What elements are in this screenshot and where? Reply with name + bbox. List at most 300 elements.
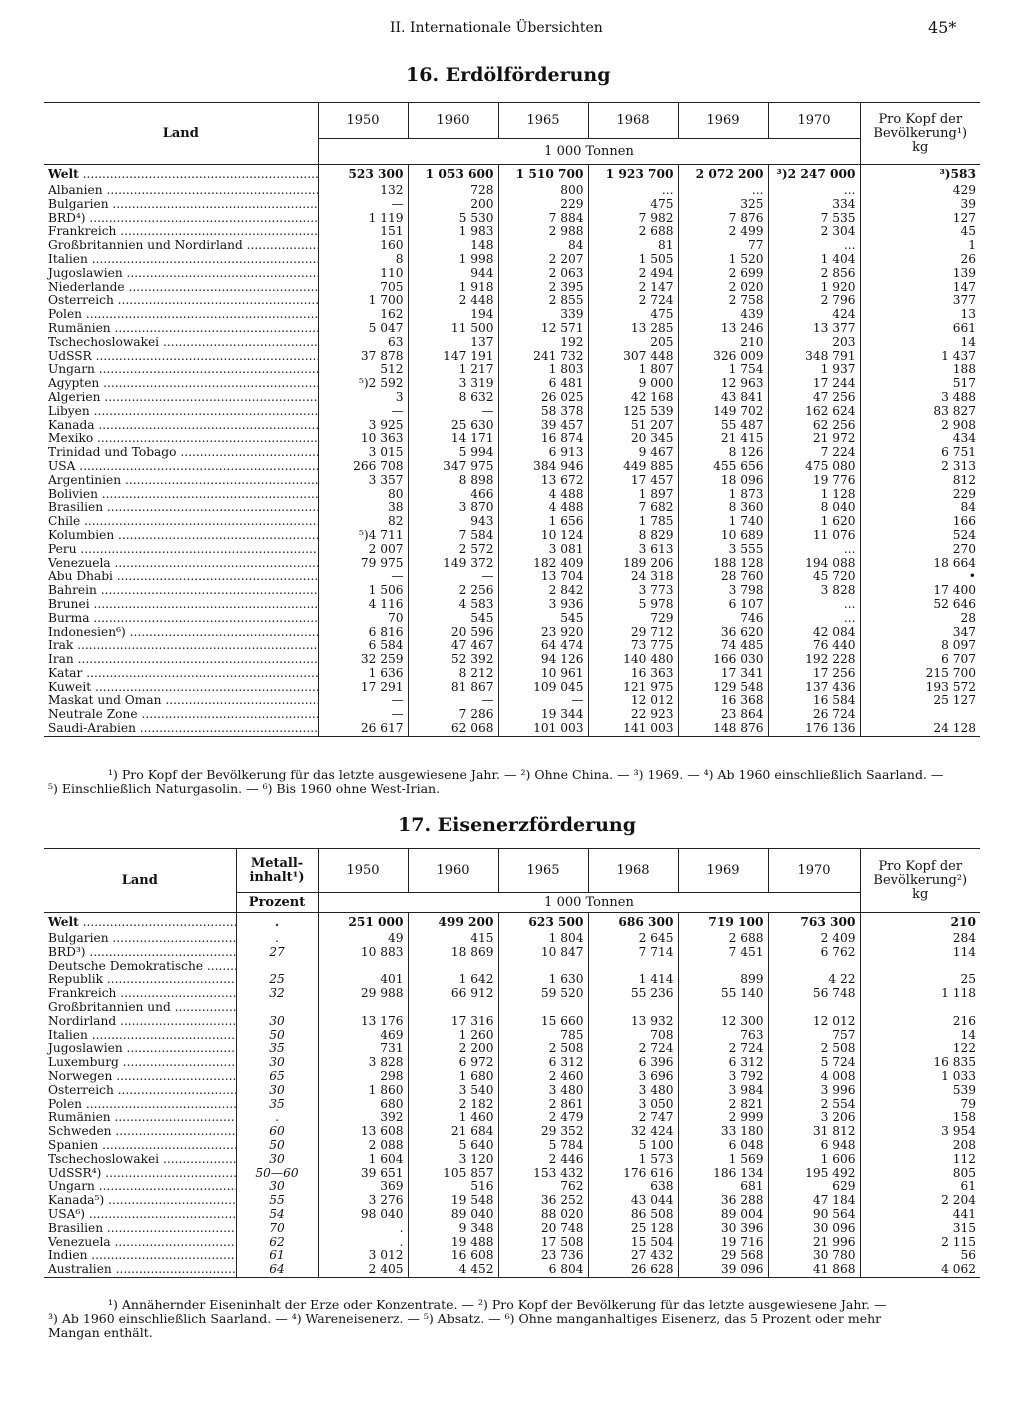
value-cell: 1 636 <box>318 667 408 681</box>
value-cell: 6 913 <box>498 446 588 460</box>
value-cell: 2 499 <box>678 225 768 239</box>
value-cell: 763 300 <box>768 913 860 933</box>
value-cell: 16 368 <box>678 694 768 708</box>
country-name: Luxemburg ..... <box>44 1056 236 1070</box>
country-name: Bulgarien ..... <box>44 198 318 212</box>
value-cell: 15 660 <box>498 1015 588 1029</box>
per-capita-cell: 3 954 <box>860 1125 980 1139</box>
value-cell: 17 508 <box>498 1236 588 1250</box>
value-cell: ... <box>768 239 860 253</box>
value-cell: 3 081 <box>498 543 588 557</box>
value-cell: 1 404 <box>768 253 860 267</box>
value-cell: 475 <box>588 308 678 322</box>
value-cell: 41 868 <box>768 1263 860 1277</box>
value-cell: 200 <box>408 198 498 212</box>
value-cell: — <box>318 694 408 708</box>
value-cell: 944 <box>408 267 498 281</box>
value-cell: 2 856 <box>768 267 860 281</box>
value-cell: 18 869 <box>408 946 498 960</box>
value-cell: 25 630 <box>408 419 498 433</box>
metal-content-cell: 54 <box>236 1208 318 1222</box>
value-cell: 369 <box>318 1180 408 1194</box>
table-row <box>44 913 980 933</box>
table-row <box>44 681 980 695</box>
value-cell: 30 096 <box>768 1222 860 1236</box>
value-cell: 25 128 <box>588 1222 678 1236</box>
value-cell: 186 134 <box>678 1167 768 1181</box>
year-header: 1950 <box>318 103 408 139</box>
per-capita-cell <box>860 1001 980 1015</box>
value-cell: 149 372 <box>408 557 498 571</box>
value-cell: 7 286 <box>408 708 498 722</box>
table-row <box>44 708 980 722</box>
country-name: Niederlande ..... <box>44 281 318 295</box>
value-cell: 1 920 <box>768 281 860 295</box>
value-cell: 1 983 <box>408 225 498 239</box>
table-row <box>44 1249 980 1263</box>
per-capita-cell: 429 <box>860 184 980 198</box>
metal-content-cell: . <box>236 932 318 946</box>
country-name: Frankreich ..... <box>44 987 236 1001</box>
value-cell: 3 996 <box>768 1084 860 1098</box>
per-capita-cell: 84 <box>860 501 980 515</box>
value-cell: 36 252 <box>498 1194 588 1208</box>
value-cell: 203 <box>768 336 860 350</box>
value-cell: 401 <box>318 973 408 987</box>
value-cell: 32 424 <box>588 1125 678 1139</box>
per-capita-header: Pro Kopf der Bevölkerung¹) kg <box>860 103 980 165</box>
table-row <box>44 1056 980 1070</box>
value-cell <box>498 1001 588 1015</box>
per-capita-cell: 147 <box>860 281 980 295</box>
value-cell: — <box>318 198 408 212</box>
table-row <box>44 391 980 405</box>
value-cell: 11 076 <box>768 529 860 543</box>
per-capita-cell: 284 <box>860 932 980 946</box>
value-cell: 55 140 <box>678 987 768 1001</box>
value-cell: 101 003 <box>498 722 588 736</box>
country-name: Österreich ..... <box>44 294 318 308</box>
value-cell: 1 573 <box>588 1153 678 1167</box>
value-cell: 27 432 <box>588 1249 678 1263</box>
value-cell: 475 080 <box>768 460 860 474</box>
value-cell: 13 608 <box>318 1125 408 1139</box>
value-cell: 708 <box>588 1029 678 1043</box>
value-cell: 39 457 <box>498 419 588 433</box>
value-cell: 3 828 <box>768 584 860 598</box>
country-name: Republik ..... <box>44 973 236 987</box>
table-row <box>44 253 980 267</box>
value-cell: 14 171 <box>408 432 498 446</box>
table-row <box>44 225 980 239</box>
table-row <box>44 377 980 391</box>
table-row <box>44 308 980 322</box>
table-row <box>44 239 980 253</box>
value-cell: 148 876 <box>678 722 768 736</box>
value-cell: 475 <box>588 198 678 212</box>
table-row <box>44 432 980 446</box>
table-row <box>44 363 980 377</box>
value-cell: 30 780 <box>768 1249 860 1263</box>
value-cell: 1 860 <box>318 1084 408 1098</box>
value-cell: 623 500 <box>498 913 588 933</box>
country-name: Österreich ..... <box>44 1084 236 1098</box>
value-cell: 43 044 <box>588 1194 678 1208</box>
value-cell: 545 <box>408 612 498 626</box>
value-cell: 1 918 <box>408 281 498 295</box>
value-cell: 7 714 <box>588 946 678 960</box>
table-row <box>44 446 980 460</box>
per-capita-cell: 434 <box>860 432 980 446</box>
value-cell: 2 256 <box>408 584 498 598</box>
value-cell: 3 540 <box>408 1084 498 1098</box>
per-capita-cell: 52 646 <box>860 598 980 612</box>
value-cell: ... <box>588 184 678 198</box>
per-capita-cell: 2 908 <box>860 419 980 433</box>
value-cell: — <box>498 694 588 708</box>
year-header: 1965 <box>498 849 588 893</box>
value-cell: 3 925 <box>318 419 408 433</box>
value-cell: 516 <box>408 1180 498 1194</box>
col-land-header: Land <box>44 849 236 913</box>
value-cell: — <box>408 570 498 584</box>
value-cell: 943 <box>408 515 498 529</box>
value-cell: 70 <box>318 612 408 626</box>
value-cell: 36 620 <box>678 626 768 640</box>
value-cell: 4 583 <box>408 598 498 612</box>
value-cell: 2 724 <box>588 294 678 308</box>
value-cell: 545 <box>498 612 588 626</box>
value-cell: 13 246 <box>678 322 768 336</box>
value-cell: 29 568 <box>678 1249 768 1263</box>
per-capita-cell: 139 <box>860 267 980 281</box>
country-name: Kolumbien ..... <box>44 529 318 543</box>
value-cell: 757 <box>768 1029 860 1043</box>
country-name: BRD⁴) ..... <box>44 212 318 226</box>
metal-content-cell: 62 <box>236 1236 318 1250</box>
per-capita-cell: 14 <box>860 336 980 350</box>
value-cell: 129 548 <box>678 681 768 695</box>
value-cell: 7 451 <box>678 946 768 960</box>
table-row <box>44 987 980 1001</box>
value-cell: 6 972 <box>408 1056 498 1070</box>
value-cell: 2 861 <box>498 1098 588 1112</box>
value-cell: 3 936 <box>498 598 588 612</box>
per-capita-cell: 6 707 <box>860 653 980 667</box>
metal-content-cell: 30 <box>236 1153 318 1167</box>
value-cell: 42 084 <box>768 626 860 640</box>
value-cell: 19 776 <box>768 474 860 488</box>
value-cell <box>318 1001 408 1015</box>
value-cell: 9 000 <box>588 377 678 391</box>
footnote-line: ¹) Annähernder Eiseninhalt der Erze oder Konzentrate. — ²) Pro Kopf der Bevölkerung für das letzte ausgewiesene Jahr. — <box>108 1297 887 1312</box>
table16-title: 16. Erdölförderung <box>406 64 611 86</box>
value-cell: 1 998 <box>408 253 498 267</box>
value-cell: 2 147 <box>588 281 678 295</box>
per-capita-cell <box>860 708 980 722</box>
value-cell: 4 452 <box>408 1263 498 1277</box>
value-cell: 326 009 <box>678 350 768 364</box>
table-row <box>44 322 980 336</box>
value-cell: 205 <box>588 336 678 350</box>
value-cell: 7 884 <box>498 212 588 226</box>
value-cell: 13 932 <box>588 1015 678 1029</box>
value-cell: 7 682 <box>588 501 678 515</box>
per-capita-cell: ³)583 <box>860 165 980 185</box>
metal-content-cell: 64 <box>236 1263 318 1277</box>
value-cell: 686 300 <box>588 913 678 933</box>
value-cell: 1 460 <box>408 1111 498 1125</box>
value-cell: 86 508 <box>588 1208 678 1222</box>
value-cell: 2 508 <box>498 1042 588 1056</box>
table-row <box>44 598 980 612</box>
value-cell: 20 345 <box>588 432 678 446</box>
per-capita-cell: 25 127 <box>860 694 980 708</box>
value-cell: 23 920 <box>498 626 588 640</box>
value-cell: 19 488 <box>408 1236 498 1250</box>
value-cell: 8 040 <box>768 501 860 515</box>
country-name: Deutsche Demokratische ..... <box>44 960 236 974</box>
value-cell: 16 874 <box>498 432 588 446</box>
per-capita-cell: 1 <box>860 239 980 253</box>
value-cell: 36 288 <box>678 1194 768 1208</box>
value-cell: 7 535 <box>768 212 860 226</box>
value-cell: 3 798 <box>678 584 768 598</box>
value-cell: 2 446 <box>498 1153 588 1167</box>
metal-content-cell: . <box>236 913 318 933</box>
value-cell: 137 436 <box>768 681 860 695</box>
per-capita-cell: 39 <box>860 198 980 212</box>
value-cell: 1 656 <box>498 515 588 529</box>
value-cell: 2 508 <box>768 1042 860 1056</box>
value-cell: 325 <box>678 198 768 212</box>
value-cell: 49 <box>318 932 408 946</box>
country-name: Neutrale Zone ..... <box>44 708 318 722</box>
country-name: Peru ..... <box>44 543 318 557</box>
year-header: 1960 <box>408 103 498 139</box>
value-cell: ... <box>768 184 860 198</box>
per-capita-cell: 377 <box>860 294 980 308</box>
country-name: Saudi-Arabien ..... <box>44 722 318 736</box>
value-cell: 9 467 <box>588 446 678 460</box>
value-cell: 681 <box>678 1180 768 1194</box>
value-cell: — <box>318 405 408 419</box>
per-capita-cell: 16 835 <box>860 1056 980 1070</box>
value-cell: 307 448 <box>588 350 678 364</box>
value-cell: 182 409 <box>498 557 588 571</box>
per-capita-cell: 1 437 <box>860 350 980 364</box>
value-cell: 5 994 <box>408 446 498 460</box>
table-row <box>44 543 980 557</box>
value-cell: 2 645 <box>588 932 678 946</box>
value-cell: 1 937 <box>768 363 860 377</box>
country-name: Venezuela ..... <box>44 1236 236 1250</box>
per-capita-cell: 4 062 <box>860 1263 980 1277</box>
value-cell: 23 736 <box>498 1249 588 1263</box>
per-capita-cell: 24 128 <box>860 722 980 736</box>
value-cell: 21 972 <box>768 432 860 446</box>
metal-content-cell: 35 <box>236 1042 318 1056</box>
table-row <box>44 722 980 736</box>
country-name: Brasilien ..... <box>44 1222 236 1236</box>
value-cell: 2 747 <box>588 1111 678 1125</box>
table-row <box>44 184 980 198</box>
value-cell: 3 015 <box>318 446 408 460</box>
value-cell: 109 045 <box>498 681 588 695</box>
value-cell: 1 506 <box>318 584 408 598</box>
value-cell: 1 897 <box>588 488 678 502</box>
value-cell: 110 <box>318 267 408 281</box>
table17-footnotes <box>48 1298 978 1340</box>
country-name: Ungarn ..... <box>44 1180 236 1194</box>
per-capita-cell: 18 664 <box>860 557 980 571</box>
value-cell: 151 <box>318 225 408 239</box>
value-cell: 13 285 <box>588 322 678 336</box>
table-row <box>44 667 980 681</box>
table-row <box>44 281 980 295</box>
value-cell: 30 396 <box>678 1222 768 1236</box>
value-cell: 192 228 <box>768 653 860 667</box>
per-capita-cell: 166 <box>860 515 980 529</box>
value-cell: 63 <box>318 336 408 350</box>
country-name: Libyen ..... <box>44 405 318 419</box>
country-name: Mexiko ..... <box>44 432 318 446</box>
country-name: Großbritannien und Nordirland ..... <box>44 239 318 253</box>
value-cell: 79 975 <box>318 557 408 571</box>
value-cell: ³)2 247 000 <box>768 165 860 185</box>
country-name: Rumänien ..... <box>44 322 318 336</box>
value-cell: 12 012 <box>588 694 678 708</box>
table-row <box>44 405 980 419</box>
value-cell: 3 012 <box>318 1249 408 1263</box>
value-cell: 140 480 <box>588 653 678 667</box>
country-name: Bahrein ..... <box>44 584 318 598</box>
table-row <box>44 1029 980 1043</box>
table-row <box>44 165 980 185</box>
value-cell: 31 812 <box>768 1125 860 1139</box>
value-cell <box>768 1001 860 1015</box>
country-name: Welt ..... <box>44 165 318 185</box>
country-name: USA⁶) ..... <box>44 1208 236 1222</box>
table-row <box>44 653 980 667</box>
value-cell: 466 <box>408 488 498 502</box>
table-row <box>44 1084 980 1098</box>
per-capita-cell: 17 400 <box>860 584 980 598</box>
value-cell: 8 126 <box>678 446 768 460</box>
value-cell: 348 791 <box>768 350 860 364</box>
per-capita-cell: 539 <box>860 1084 980 1098</box>
metal-content-cell <box>236 960 318 974</box>
table-row <box>44 1167 980 1181</box>
per-capita-cell: 2 313 <box>860 460 980 474</box>
per-capita-cell: 26 <box>860 253 980 267</box>
value-cell: 62 256 <box>768 419 860 433</box>
value-cell: 7 876 <box>678 212 768 226</box>
value-cell: 1 754 <box>678 363 768 377</box>
value-cell: 1 785 <box>588 515 678 529</box>
country-name: Abu Dhabi ..... <box>44 570 318 584</box>
iron-ore-production-table <box>44 848 980 1278</box>
table-row <box>44 1111 980 1125</box>
value-cell: 2 554 <box>768 1098 860 1112</box>
value-cell: 11 500 <box>408 322 498 336</box>
value-cell: 3 480 <box>498 1084 588 1098</box>
value-cell: 17 457 <box>588 474 678 488</box>
per-capita-cell: 193 572 <box>860 681 980 695</box>
metal-content-cell: . <box>236 1111 318 1125</box>
value-cell: 47 184 <box>768 1194 860 1208</box>
value-cell: ⁵)2 592 <box>318 377 408 391</box>
value-cell: 2 821 <box>678 1098 768 1112</box>
value-cell: 6 481 <box>498 377 588 391</box>
country-name: Norwegen ..... <box>44 1070 236 1084</box>
value-cell: 16 584 <box>768 694 860 708</box>
value-cell: 339 <box>498 308 588 322</box>
value-cell: 82 <box>318 515 408 529</box>
metal-content-cell: 25 <box>236 973 318 987</box>
per-capita-cell: 127 <box>860 212 980 226</box>
value-cell: 42 168 <box>588 391 678 405</box>
value-cell: 6 312 <box>678 1056 768 1070</box>
table-row <box>44 1180 980 1194</box>
value-cell: 3 <box>318 391 408 405</box>
country-name: Australien ..... <box>44 1263 236 1277</box>
per-capita-cell: 441 <box>860 1208 980 1222</box>
table-row <box>44 973 980 987</box>
metal-content-cell: 61 <box>236 1249 318 1263</box>
country-name: Venezuela ..... <box>44 557 318 571</box>
metal-content-cell: 30 <box>236 1056 318 1070</box>
value-cell: 1 642 <box>408 973 498 987</box>
value-cell: 1 606 <box>768 1153 860 1167</box>
metal-content-cell: 50 <box>236 1029 318 1043</box>
value-cell: 2 409 <box>768 932 860 946</box>
per-capita-cell: 61 <box>860 1180 980 1194</box>
footnote-line: ⁵) Einschließlich Naturgasolin. — ⁶) Bis 1960 ohne West-Irian. <box>48 781 441 796</box>
per-capita-cell: 28 <box>860 612 980 626</box>
value-cell: 6 107 <box>678 598 768 612</box>
footnote-line: ³) Ab 1960 einschließlich Saarland. — ⁴) Wareneisenerz. — ⁵) Absatz. — ⁶) Ohne manganhaltiges Eisenerz, das 5 Prozent oder mehr <box>48 1311 882 1326</box>
value-cell: 17 341 <box>678 667 768 681</box>
year-header: 1965 <box>498 103 588 139</box>
table-row <box>44 488 980 502</box>
value-cell: 81 867 <box>408 681 498 695</box>
value-cell: 20 748 <box>498 1222 588 1236</box>
value-cell: 29 352 <box>498 1125 588 1139</box>
value-cell: 2 479 <box>498 1111 588 1125</box>
metal-content-cell <box>236 1001 318 1015</box>
country-name: Kanada ..... <box>44 419 318 433</box>
value-cell: 3 792 <box>678 1070 768 1084</box>
country-name: Großbritannien und ..... <box>44 1001 236 1015</box>
per-capita-cell: 270 <box>860 543 980 557</box>
value-cell: 176 616 <box>588 1167 678 1181</box>
value-cell: 3 555 <box>678 543 768 557</box>
value-cell: 29 988 <box>318 987 408 1001</box>
per-capita-cell: 216 <box>860 1015 980 1029</box>
per-capita-cell: 114 <box>860 946 980 960</box>
table-row <box>44 1139 980 1153</box>
country-name: Indonesien⁶) ..... <box>44 626 318 640</box>
per-capita-cell: 2 204 <box>860 1194 980 1208</box>
value-cell: 81 <box>588 239 678 253</box>
year-header: 1969 <box>678 103 768 139</box>
value-cell: 39 651 <box>318 1167 408 1181</box>
value-cell: 899 <box>678 973 768 987</box>
per-capita-cell: 13 <box>860 308 980 322</box>
country-name: Algerien ..... <box>44 391 318 405</box>
value-cell: 6 584 <box>318 639 408 653</box>
